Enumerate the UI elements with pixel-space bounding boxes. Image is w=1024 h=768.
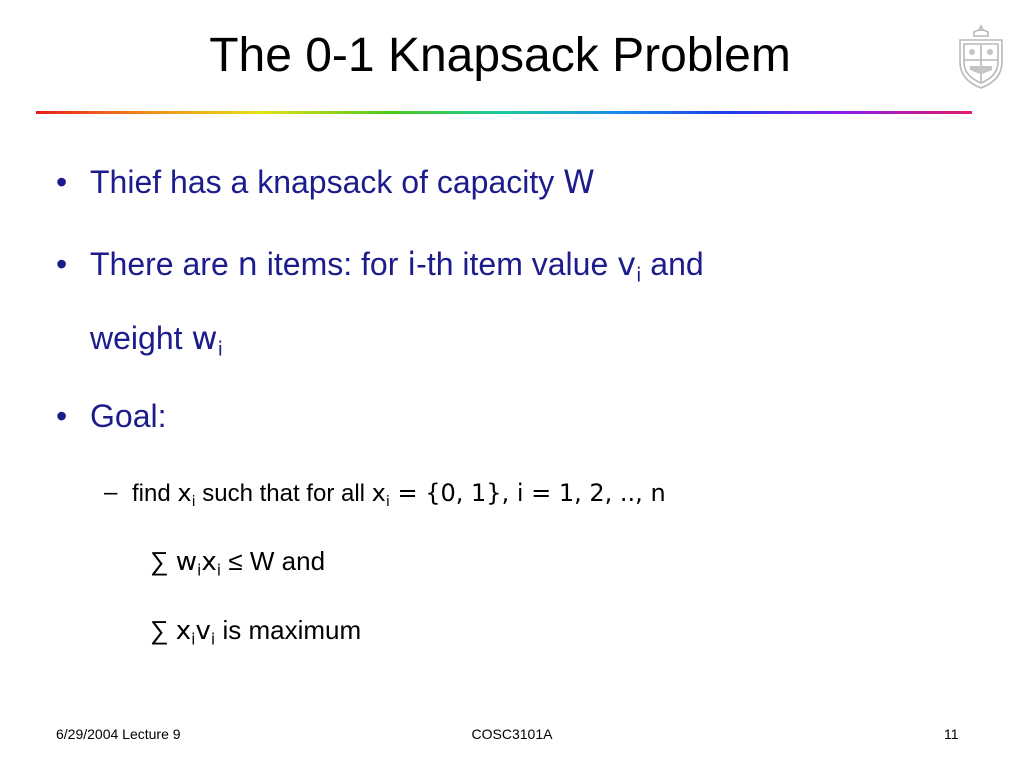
bullet-text: Thief has a knapsack of capacity bbox=[90, 164, 564, 200]
text-segment: such that for all bbox=[195, 480, 372, 507]
text-segment: items: for bbox=[257, 246, 408, 282]
sum-symbol: ∑ bbox=[150, 546, 169, 576]
var-w: w bbox=[191, 319, 218, 357]
text-segment: -th item value bbox=[416, 246, 618, 282]
text-segment: weight bbox=[90, 320, 192, 356]
title-divider-rainbow bbox=[36, 111, 972, 114]
footer-date-lecture: 6/29/2004 Lecture 9 bbox=[56, 726, 181, 742]
text-segment: and bbox=[641, 246, 704, 282]
footer-course-code: COSC3101A bbox=[471, 726, 553, 742]
leq-symbol: ≤ bbox=[228, 546, 243, 576]
var-n: n bbox=[237, 245, 258, 283]
subscript-i: i bbox=[210, 630, 216, 649]
formula-weight-constraint bbox=[150, 545, 325, 578]
var-i: i bbox=[407, 245, 417, 283]
bullet-capacity bbox=[90, 162, 595, 202]
var-v: v bbox=[195, 616, 211, 646]
text-segment: There are bbox=[90, 246, 238, 282]
bullet-items-continued bbox=[90, 318, 223, 361]
text-segment: and bbox=[274, 546, 326, 576]
bullet-marker: • bbox=[56, 398, 68, 434]
sum-symbol: ∑ bbox=[150, 615, 169, 645]
subscript-i: i bbox=[191, 630, 196, 649]
sub-bullet-marker: – bbox=[104, 479, 118, 506]
subscript-i: i bbox=[217, 337, 223, 361]
text-segment: = {0, 1}, i = 1, 2, .., n bbox=[389, 479, 666, 507]
sub-bullet-find bbox=[132, 477, 666, 510]
bullet-marker: • bbox=[56, 246, 68, 282]
slide-number: 11 bbox=[944, 726, 959, 742]
university-crest-logo bbox=[954, 24, 1008, 92]
subscript-i: i bbox=[216, 561, 222, 580]
bullet-items bbox=[90, 244, 704, 287]
bullet-marker: • bbox=[56, 164, 68, 200]
text-segment: is maximum bbox=[215, 615, 362, 645]
subscript-i: i bbox=[197, 561, 202, 580]
var-W: W bbox=[563, 163, 595, 201]
formula-value-maximize bbox=[150, 614, 361, 647]
var-x: x bbox=[177, 479, 192, 507]
var-x: x bbox=[201, 547, 217, 577]
bullet-goal: Goal: bbox=[90, 398, 167, 434]
var-v: v bbox=[617, 245, 637, 283]
var-W: W bbox=[249, 546, 275, 576]
text-segment: find bbox=[132, 480, 178, 507]
var-w: w bbox=[175, 547, 198, 577]
var-x: x bbox=[175, 616, 192, 646]
slide-title: The 0-1 Knapsack Problem bbox=[209, 29, 791, 82]
var-x: x bbox=[371, 479, 386, 507]
subscript-i: i bbox=[191, 494, 196, 511]
subscript-i: i bbox=[385, 494, 390, 511]
subscript-i: i bbox=[636, 263, 642, 287]
